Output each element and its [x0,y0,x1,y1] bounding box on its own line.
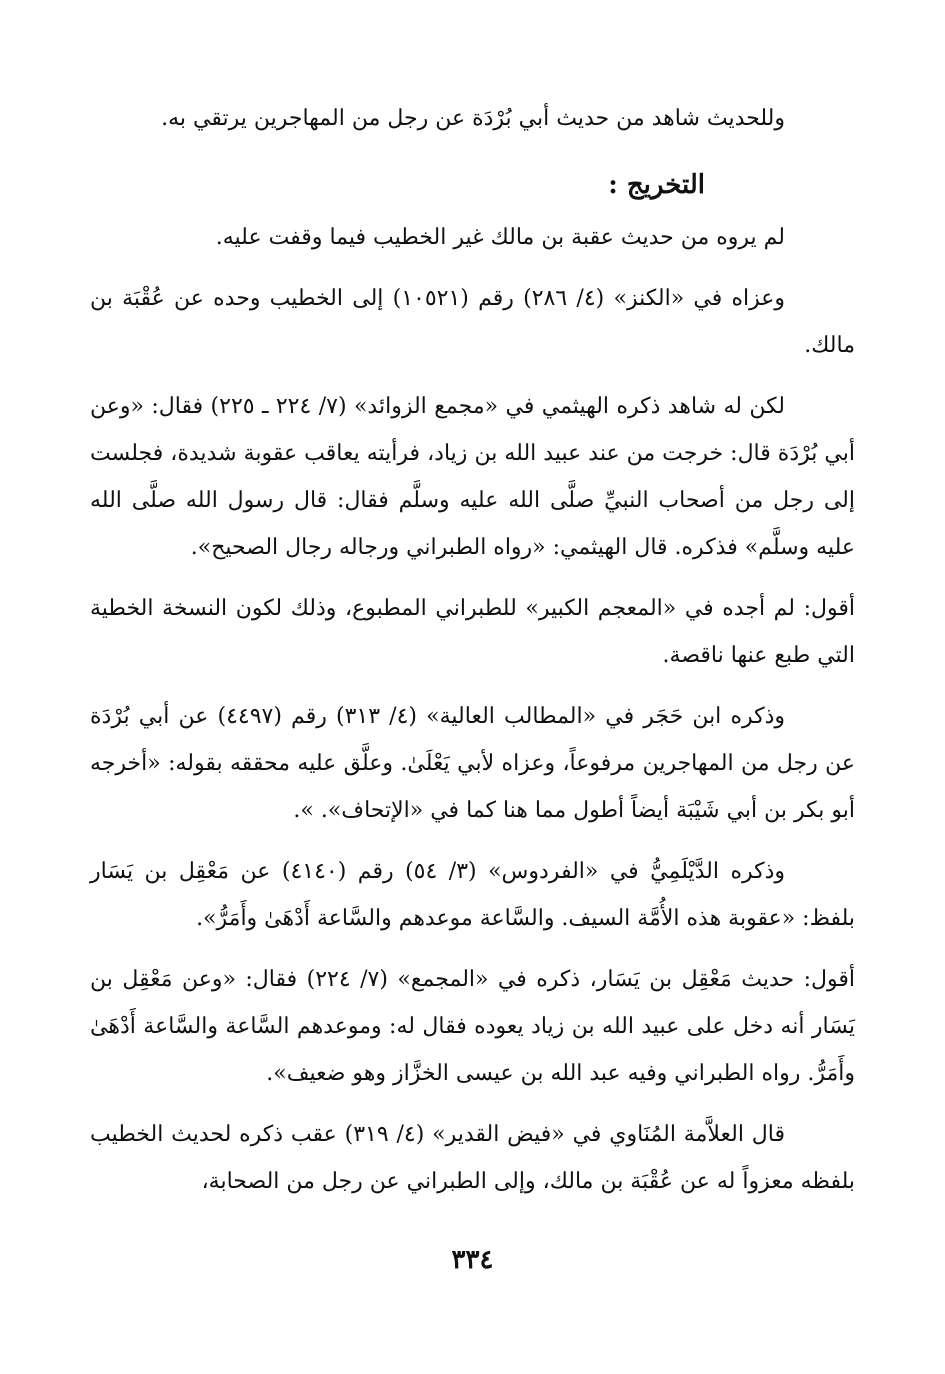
document-page [90,95,855,1219]
paragraph-8: قال العلاَّمة المُنَاوي في «فيض القدير» (٤/ ٣١٩) عقب ذكره لحديث الخطيب بلفظه معزواً له عن عُقْبَة بن مالك، وإلى الطبراني عن رجل من الصحابة، [90,1122,855,1194]
intro-paragraph: وللحديث شاهد من حديث أبي بُرْدَة عن رجل من المهاجرين يرتقي به. [161,106,785,131]
paragraph-3: لكن له شاهد ذكره الهيثمي في «مجمع الزوائد» (٧/ ٢٢٤ ـ ٢٢٥) فقال: «وعن أبي بُرْدَة قال: خرجت من عند عبيد الله بن زياد، فرأيته يعاقب عقوبة شديدة، فجلست إلى رجل من أصحاب النبيِّ صلَّى الله عليه وسلَّم فقال: قال رسول الله صلَّى الله عليه وسلَّم» فذكره. قال الهيثمي: «رواه الطبراني ورجاله رجال الصحيح». [90,394,855,560]
paragraph-2: وعزاه في «الكنز» (٤/ ٢٨٦) رقم (١٠٥٢١) إلى الخطيب وحده عن عُقْبَة بن مالك. [90,286,855,358]
paragraph-1: لم يروه من حديث عقبة بن مالك غير الخطيب فيما وقفت عليه. [215,225,785,250]
paragraph-6: وذكره الدَّيْلَمِيُّ في «الفردوس» (٣/ ٥٤) رقم (٤١٤٠) عن مَعْقِل بن يَسَار بلفظ: «عقوبة هذه الأُمَّة السيف. والسَّاعة موعدهم والسَّاعة أَدْهَىٰ وأَمَرُّ». [90,859,855,931]
section-heading: التخريج : [608,170,705,200]
paragraph-4: أقول: لم أجده في «المعجم الكبير» للطبراني المطبوع، وذلك لكون النسخة الخطية التي طبع عنها ناقصة. [90,596,855,668]
page-number: ٣٣٤ [451,1245,494,1275]
paragraph-7: أقول: حديث مَعْقِل بن يَسَار، ذكره في «المجمع» (٧/ ٢٢٤) فقال: «وعن مَعْقِل بن يَسَار أنه دخل على عبيد الله بن زياد يعوده فقال له: وموعدهم السَّاعة والسَّاعة أَدْهَىٰ وأَمَرُّ. رواه الطبراني وفيه عبد الله بن عيسى الخزَّاز وهو ضعيف». [90,967,855,1086]
paragraph-5: وذكره ابن حَجَر في «المطالب العالية» (٤/ ٣١٣) رقم (٤٤٩٧) عن أبي بُرْدَة عن رجل من المهاجرين مرفوعاً، وعزاه لأبي يَعْلَىٰ. وعلَّق عليه محققه بقوله: «أخرجه أبو بكر بن أبي شَيْبَة أيضاً أطول مما هنا كما في «الإتحاف». ». [90,704,855,823]
